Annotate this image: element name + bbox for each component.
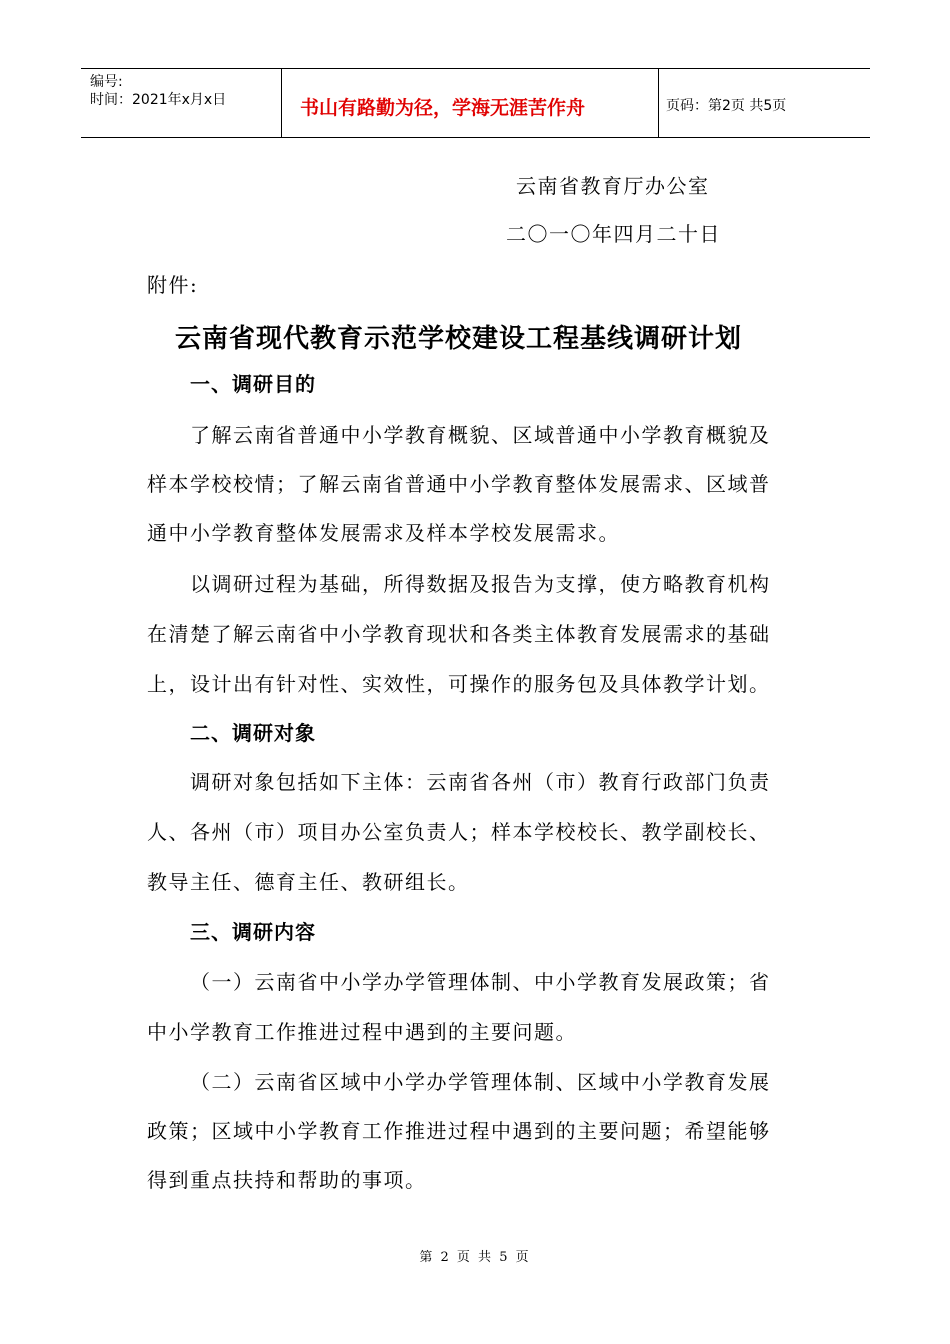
paragraph-line: 样本学校校情；了解云南省普通中小学教育整体发展需求、区域普 bbox=[147, 472, 771, 496]
page-header bbox=[81, 68, 870, 138]
page-footer: 第 2 页 共 5 页 bbox=[419, 1250, 531, 1265]
paragraph-line: 了解云南省普通中小学教育概貌、区域普通中小学教育概貌及 bbox=[190, 423, 771, 447]
paragraph-line: 调研对象包括如下主体：云南省各州（市）教育行政部门负责 bbox=[190, 770, 771, 794]
paragraph-line: 上，设计出有针对性、实效性，可操作的服务包及具体教学计划。 bbox=[147, 672, 771, 696]
paragraph-line: 在清楚了解云南省中小学教育现状和各类主体教育发展需求的基础 bbox=[147, 622, 771, 646]
header-motto-cell bbox=[282, 69, 659, 137]
paragraph-line: 得到重点扶持和帮助的事项。 bbox=[147, 1168, 427, 1192]
document-time-label: 时间：2021年x月x日 bbox=[90, 92, 227, 108]
header-meta-cell bbox=[81, 69, 282, 137]
signature-org: 云南省教育厅办公室 bbox=[516, 174, 710, 198]
document-title: 云南省现代教育示范学校建设工程基线调研计划 bbox=[175, 324, 743, 354]
paragraph-line: 以调研过程为基础，所得数据及报告为支撑，使方略教育机构 bbox=[190, 572, 771, 596]
paragraph-line: 人、各州（市）项目办公室负责人；样本学校校长、教学副校长、 bbox=[147, 820, 771, 844]
signature-date: 二〇一〇年四月二十日 bbox=[506, 222, 721, 246]
attachment-label: 附件: bbox=[147, 273, 199, 297]
header-page-cell bbox=[659, 69, 870, 137]
section-heading-content: 三、调研内容 bbox=[190, 920, 316, 944]
document-number-label: 编号: bbox=[90, 74, 123, 90]
paragraph-line: （二）云南省区域中小学办学管理体制、区域中小学教育发展 bbox=[190, 1070, 771, 1094]
paragraph-line: 通中小学教育整体发展需求及样本学校发展需求。 bbox=[147, 521, 620, 545]
section-heading-subjects: 二、调研对象 bbox=[190, 721, 316, 745]
paragraph-line: 中小学教育工作推进过程中遇到的主要问题。 bbox=[147, 1020, 577, 1044]
section-heading-purpose: 一、调研目的 bbox=[190, 372, 316, 396]
paragraph-line: 教导主任、德育主任、教研组长。 bbox=[147, 870, 470, 894]
header-page-number: 页码：第2页 共5页 bbox=[666, 98, 787, 114]
paragraph-line: 政策；区域中小学教育工作推进过程中遇到的主要问题；希望能够 bbox=[147, 1119, 771, 1143]
header-motto: 书山有路勤为径，学海无涯苦作舟 bbox=[300, 97, 586, 119]
paragraph-line: （一）云南省中小学办学管理体制、中小学教育发展政策；省 bbox=[190, 970, 771, 994]
